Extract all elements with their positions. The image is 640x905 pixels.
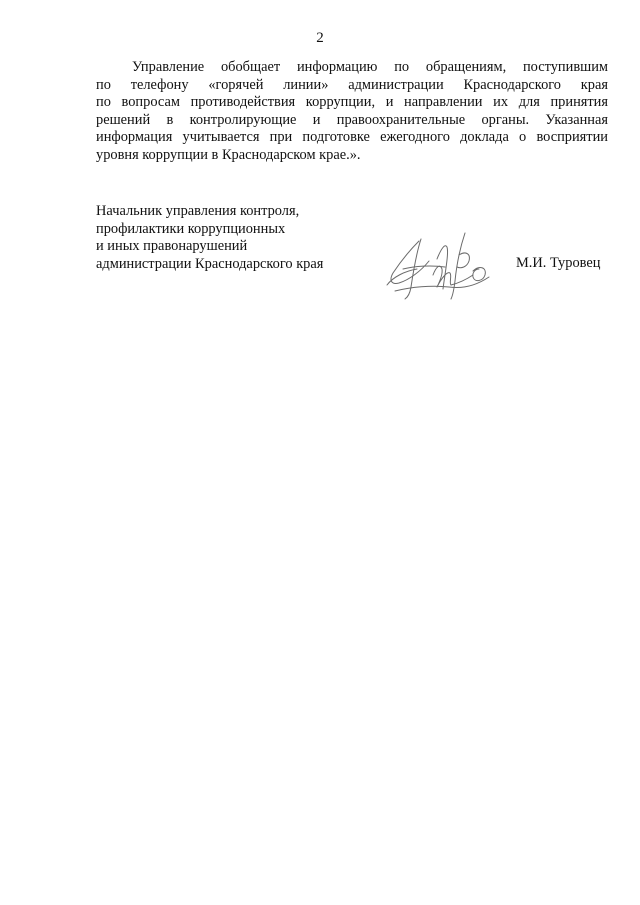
page-number: 2: [316, 30, 324, 46]
signer-position-line: профилактики коррупционных: [96, 220, 286, 237]
paragraph-line: Управление обобщает информацию по обращениям, поступившим: [132, 59, 608, 75]
signature-block: [96, 203, 608, 273]
handwritten-signature-icon: [381, 225, 496, 303]
signer-name: М.И. Туровец: [516, 255, 601, 271]
body-paragraph: [96, 59, 608, 164]
paragraph-line: по вопросам противодействия коррупции, и направлении их для принятия: [96, 94, 608, 110]
signer-position-line: и иных правонарушений: [96, 238, 248, 254]
signer-position-line: администрации Краснодарского края: [96, 255, 324, 272]
paragraph-line: по телефону «горячей линии» администрации Краснодарского края: [96, 76, 608, 93]
paragraph-line: решений в контролирующие и правоохранительные органы. Указанная: [96, 111, 608, 128]
signer-position-line: Начальник управления контроля,: [96, 203, 300, 219]
paragraph-line: информация учитывается при подготовке ежегодного доклада о восприятии: [96, 129, 608, 145]
paragraph-line: уровня коррупции в Краснодарском крае.».: [96, 146, 361, 163]
